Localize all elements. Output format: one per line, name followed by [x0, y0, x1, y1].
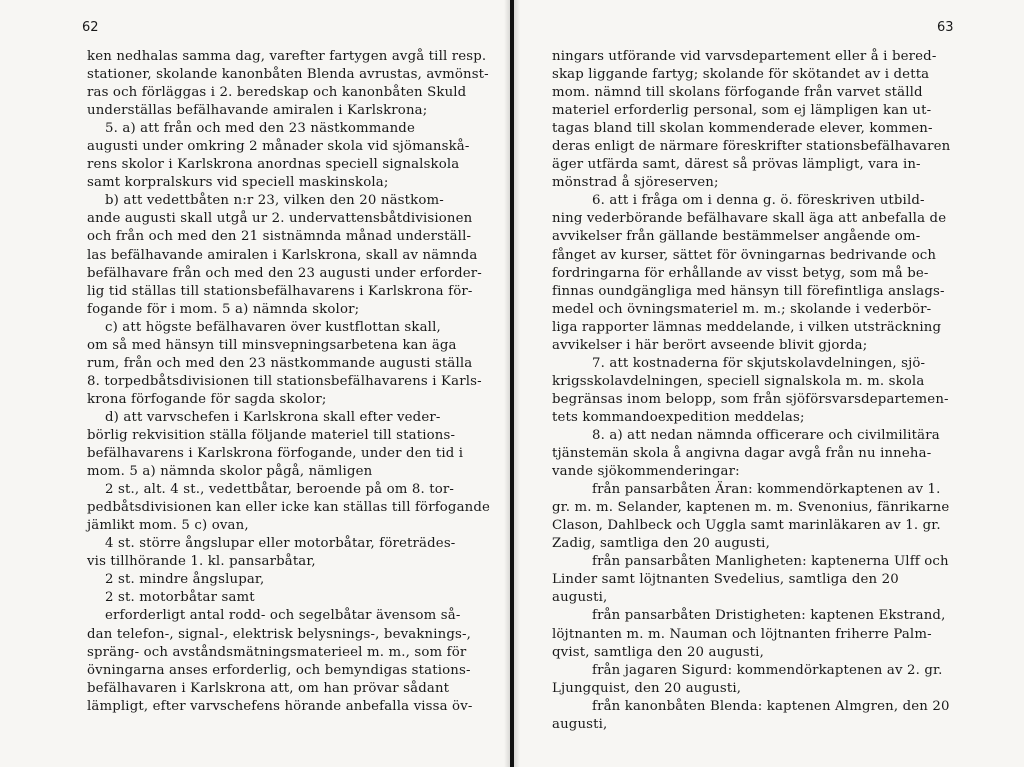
text-line: erforderligt antal rodd- och segelbåtar ävensom så-: [105, 608, 461, 624]
text-line: 5. a) att från och med den 23 nästkommande: [105, 121, 415, 137]
text-line: skap liggande fartyg; skolande för skötandet av i detta: [552, 67, 930, 83]
text-line: fordringarna för erhållande av visst betyg, som må be-: [552, 265, 929, 281]
text-line: lämpligt, efter varvschefens hörande anbefalla vissa öv-: [87, 698, 473, 714]
text-line: Clason, Dahlbeck och Uggla samt marinläkaren av 1. gr.: [552, 518, 941, 534]
text-line: 8. torpedbåtsdivisionen till stationsbefälhavarens i Karls-: [87, 373, 482, 389]
text-line: börlig rekvisition ställa följande materiel till stations-: [87, 427, 456, 443]
text-line: befälhavarens i Karlskrona förfogande, under den tid i: [87, 446, 464, 462]
text-line: tets kommandoexpedition meddelas;: [552, 409, 805, 425]
text-line: ken nedhalas samma dag, varefter fartygen avgå till resp.: [87, 49, 487, 64]
text-line: fogande för i mom. 5 a) nämnda skolor;: [87, 301, 360, 317]
text-line: liga rapporter lämnas meddelande, i vilken utsträckning: [552, 319, 942, 335]
text-line: löjtnanten m. m. Nauman och löjtnanten friherre Palm-: [552, 626, 932, 642]
text-line: krona förfogande för sagda skolor;: [87, 391, 327, 407]
text-line: ning vederbörande befälhavare skall äga att anbefalla de: [552, 211, 947, 227]
text-line: materiel erforderlig personal, som ej lämpligen kan ut-: [552, 103, 932, 119]
text-line: lig tid ställas till stationsbefälhavarens i Karlskrona för-: [87, 283, 473, 299]
text-line: från pansarbåten Dristigheten: kaptenen Ekstrand,: [592, 608, 946, 624]
text-line: äger utfärda samt, därest så prövas lämpligt, vara in-: [552, 157, 921, 173]
text-line: c) att högste befälhavaren över kustflottan skall,: [105, 319, 441, 335]
text-line: qvist, samtliga den 20 augusti,: [552, 644, 764, 660]
text-line: d) att varvschefen i Karlskrona skall efter veder-: [105, 409, 441, 425]
text-line: medel och övningsmateriel m. m.; skolande i vederbör-: [552, 301, 932, 317]
text-line: från pansarbåten Manligheten: kaptenerna Ulff och: [592, 554, 949, 570]
text-line: begränsas inom belopp, som från sjöförsvarsdepartemen-: [552, 391, 949, 407]
text-line: rum, från och med den 23 nästkommande augusti ställa: [87, 355, 473, 371]
text-line: stationer, skolande kanonbåten Blenda avrustas, avmönst-: [87, 67, 489, 83]
text-line: dan telefon-, signal-, elektrisk belysnings-, bevaknings-,: [87, 626, 472, 642]
text-line: ras och förläggas i 2. beredskap och kanonbåten Skuld: [87, 85, 467, 101]
text-line: avvikelser från gällande bestämmelser angående om-: [552, 229, 921, 245]
text-line: om så med hänsyn till minsvepningsarbetena kan äga: [87, 337, 457, 353]
page-number-left: 62: [82, 20, 99, 35]
text-line: mom. nämnd till skolans förfogande från varvet ställd: [552, 85, 923, 101]
text-line: tagas bland till skolan kommenderade elever, kommen-: [552, 121, 933, 137]
page-number-right: 63: [937, 20, 954, 35]
text-line: 2 st., alt. 4 st., vedettbåtar, beroende på om 8. tor-: [105, 482, 455, 498]
text-line: 2 st. mindre ångslupar,: [105, 572, 265, 588]
text-line: jämlikt mom. 5 c) ovan,: [87, 518, 249, 534]
text-line: vis tillhörande 1. kl. pansarbåtar,: [87, 554, 316, 570]
text-line: ande augusti skall utgå ur 2. undervattensbåtdivisionen: [87, 211, 473, 227]
text-line: b) att vedettbåten n:r 23, vilken den 20 nästkom-: [105, 193, 444, 209]
text-line: deras enligt de närmare föreskrifter stationsbefälhavaren: [552, 139, 951, 155]
text-line: finnas oundgängliga med hänsyn till förefintliga anslags-: [552, 283, 945, 299]
text-line: ningars utförande vid varvsdepartement eller å i bered-: [552, 49, 937, 64]
right-page-text: [552, 48, 962, 734]
text-line: fånget av kurser, sättet för övningarnas bedrivande och: [552, 247, 937, 263]
text-line: 8. a) att nedan nämnda officerare och civilmilitära: [592, 427, 940, 443]
text-line: 4 st. större ångslupar eller motorbåtar, företrädes-: [105, 536, 456, 552]
text-line: augusti,: [552, 716, 608, 732]
text-line: Ljungquist, den 20 augusti,: [552, 680, 742, 696]
text-line: krigsskolavdelningen, speciell signalskola m. m. skola: [552, 373, 925, 389]
text-line: vande sjökommenderingar:: [552, 464, 740, 480]
text-line: gr. m. m. Selander, kaptenen m. m. Svenonius, fänrikarne: [552, 500, 950, 516]
text-line: underställas befälhavande amiralen i Karlskrona;: [87, 103, 428, 119]
text-line: 7. att kostnaderna för skjutskolavdelningen, sjö-: [592, 355, 926, 371]
text-line: befälhavare från och med den 23 augusti under erforder-: [87, 265, 482, 281]
left-page: [0, 0, 510, 767]
text-line: från pansarbåten Äran: kommendörkaptenen av 1.: [592, 482, 941, 498]
page-shadow: [514, 0, 520, 767]
text-line: från jagaren Sigurd: kommendörkaptenen av 2. gr.: [592, 662, 943, 678]
text-line: mom. 5 a) nämnda skolor pågå, nämligen: [87, 464, 373, 480]
text-line: avvikelser i här berört avseende blivit gjorda;: [552, 337, 868, 353]
text-line: samt korpralskurs vid speciell maskinskola;: [87, 175, 389, 191]
text-line: augusti under omkring 2 månader skola vid sjömanskå-: [87, 139, 470, 155]
text-line: rens skolor i Karlskrona anordnas speciell signalskola: [87, 157, 460, 173]
left-page-text: [87, 48, 491, 716]
text-line: spräng- och avståndsmätningsmaterieel m. m., som för: [87, 644, 467, 660]
text-line: övningarna anses erforderlig, och bemyndigas stations-: [87, 662, 471, 678]
text-line: Linder samt löjtnanten Svedelius, samtliga den 20: [552, 572, 899, 588]
text-line: Zadig, samtliga den 20 augusti,: [552, 536, 770, 552]
text-line: augusti,: [552, 590, 608, 606]
text-line: tjänstemän skola å angivna dagar avgå från nu inneha-: [552, 446, 932, 462]
text-line: mönstrad å sjöreserven;: [552, 175, 719, 191]
text-line: befälhavaren i Karlskrona att, om han prövar sådant: [87, 680, 450, 696]
text-line: las befälhavande amiralen i Karlskrona, skall av nämnda: [87, 247, 478, 263]
text-line: 2 st. motorbåtar samt: [105, 590, 255, 606]
text-line: och från och med den 21 sistnämnda månad underställ-: [87, 229, 472, 245]
text-line: 6. att i fråga om i denna g. ö. föreskriven utbild-: [592, 193, 925, 209]
right-page: [514, 0, 1024, 767]
text-line: från kanonbåten Blenda: kaptenen Almgren, den 20: [592, 698, 950, 714]
text-line: pedbåtsdivisionen kan eller icke kan ställas till förfogande: [87, 500, 491, 516]
